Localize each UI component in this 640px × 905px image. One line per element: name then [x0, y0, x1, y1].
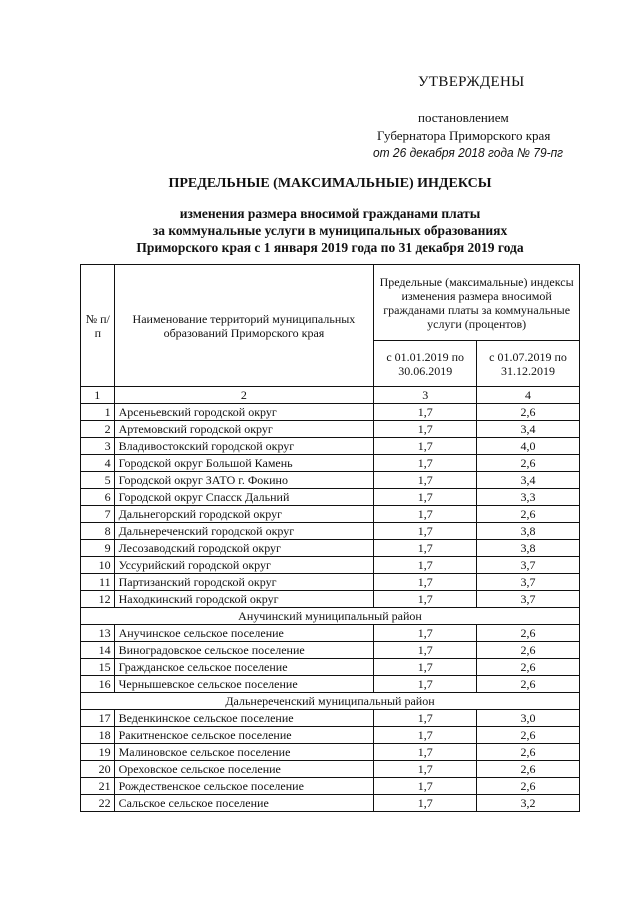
- row-index-h1: 1,7: [374, 438, 477, 455]
- table-row: [81, 591, 580, 608]
- row-number: 21: [81, 778, 115, 795]
- row-index-h2: 3,2: [477, 795, 580, 812]
- row-number: 13: [81, 625, 115, 642]
- row-number: 17: [81, 710, 115, 727]
- subtitle-line-3: Приморского края с 1 января 2019 года по 31 декабря 2019 года: [136, 240, 524, 255]
- row-index-h1: 1,7: [374, 455, 477, 472]
- row-number: 15: [81, 659, 115, 676]
- row-number: 18: [81, 727, 115, 744]
- table-row: [81, 404, 580, 421]
- row-index-h1: 1,7: [374, 574, 477, 591]
- table-row: [81, 761, 580, 778]
- row-name: Городской округ Большой Камень: [114, 455, 374, 472]
- row-index-h2: 3,3: [477, 489, 580, 506]
- row-name: Арсеньевский городской округ: [114, 404, 374, 421]
- row-index-h1: 1,7: [374, 659, 477, 676]
- row-name: Городской округ Спасск Дальний: [114, 489, 374, 506]
- row-index-h1: 1,7: [374, 642, 477, 659]
- section-row: [81, 693, 580, 710]
- row-name: Ореховское сельское поселение: [114, 761, 374, 778]
- row-index-h2: 2,6: [477, 676, 580, 693]
- row-index-h1: 1,7: [374, 744, 477, 761]
- col-number-2: 2: [114, 387, 374, 404]
- row-name: Лесозаводский городской округ: [114, 540, 374, 557]
- row-index-h2: 3,4: [477, 472, 580, 489]
- row-name: Гражданское сельское поселение: [114, 659, 374, 676]
- col-number-4: 4: [477, 387, 580, 404]
- row-index-h2: 3,0: [477, 710, 580, 727]
- row-number: 9: [81, 540, 115, 557]
- row-index-h2: 3,7: [477, 574, 580, 591]
- header-group: Предельные (максимальные) индексы изменения размера вносимой гражданами платы за коммунальные услуги (процентов): [374, 265, 580, 341]
- row-index-h1: 1,7: [374, 489, 477, 506]
- row-number: 14: [81, 642, 115, 659]
- table-row: [81, 642, 580, 659]
- row-name: Сальское сельское поселение: [114, 795, 374, 812]
- row-index-h2: 2,6: [477, 727, 580, 744]
- table-row: [81, 625, 580, 642]
- row-index-h1: 1,7: [374, 761, 477, 778]
- table-row: [81, 523, 580, 540]
- subtitle-line-1: изменения размера вносимой гражданами платы: [179, 206, 481, 221]
- row-index-h1: 1,7: [374, 710, 477, 727]
- row-index-h2: 2,6: [477, 455, 580, 472]
- header-period-2: с 01.07.2019 по 31.12.2019: [477, 341, 580, 387]
- section-title: Дальнереченский муниципальный район: [81, 693, 580, 710]
- row-index-h2: 2,6: [477, 625, 580, 642]
- row-name: Городской округ ЗАТО г. Фокино: [114, 472, 374, 489]
- row-number: 8: [81, 523, 115, 540]
- header-num: № п/п: [81, 265, 115, 387]
- row-name: Малиновское сельское поселение: [114, 744, 374, 761]
- decree-line-1: постановлением: [418, 110, 509, 125]
- row-name: Уссурийский городской округ: [114, 557, 374, 574]
- row-number: 5: [81, 472, 115, 489]
- table-row: [81, 795, 580, 812]
- row-number: 6: [81, 489, 115, 506]
- row-index-h1: 1,7: [374, 523, 477, 540]
- col-number-3: 3: [374, 387, 477, 404]
- row-name: Дальнереченский городской округ: [114, 523, 374, 540]
- row-number: 2: [81, 421, 115, 438]
- row-index-h1: 1,7: [374, 676, 477, 693]
- row-index-h1: 1,7: [374, 421, 477, 438]
- row-name: Владивостокский городской округ: [114, 438, 374, 455]
- row-index-h2: 2,6: [477, 778, 580, 795]
- table-row: [81, 676, 580, 693]
- row-index-h1: 1,7: [374, 625, 477, 642]
- row-index-h1: 1,7: [374, 795, 477, 812]
- table-row: [81, 540, 580, 557]
- table-row: [81, 455, 580, 472]
- row-index-h1: 1,7: [374, 472, 477, 489]
- table-row: [81, 472, 580, 489]
- table-row: [81, 727, 580, 744]
- section-title: Анучинский муниципальный район: [81, 608, 580, 625]
- row-name: Находкинский городской округ: [114, 591, 374, 608]
- row-index-h2: 2,6: [477, 642, 580, 659]
- row-index-h2: 3,8: [477, 523, 580, 540]
- row-index-h1: 1,7: [374, 506, 477, 523]
- header-period-1: с 01.01.2019 по 30.06.2019: [374, 341, 477, 387]
- col-number-1: 1: [81, 387, 115, 404]
- row-name: Партизанский городской округ: [114, 574, 374, 591]
- row-name: Веденкинское сельское поселение: [114, 710, 374, 727]
- row-name: Чернышевское сельское поселение: [114, 676, 374, 693]
- row-index-h1: 1,7: [374, 540, 477, 557]
- section-row: [81, 608, 580, 625]
- table-row: [81, 710, 580, 727]
- row-number: 22: [81, 795, 115, 812]
- row-number: 4: [81, 455, 115, 472]
- subtitle-line-2: за коммунальные услуги в муниципальных образованиях: [152, 223, 508, 238]
- row-index-h2: 4,0: [477, 438, 580, 455]
- approval-heading: УТВЕРЖДЕНЫ: [418, 74, 525, 90]
- row-index-h1: 1,7: [374, 404, 477, 421]
- row-index-h2: 2,6: [477, 506, 580, 523]
- row-number: 7: [81, 506, 115, 523]
- row-number: 12: [81, 591, 115, 608]
- row-number: 1: [81, 404, 115, 421]
- row-name: Дальнегорский городской округ: [114, 506, 374, 523]
- row-number: 3: [81, 438, 115, 455]
- row-index-h2: 2,6: [477, 404, 580, 421]
- row-index-h2: 3,7: [477, 557, 580, 574]
- row-index-h1: 1,7: [374, 557, 477, 574]
- document-title: ПРЕДЕЛЬНЫЕ (МАКСИМАЛЬНЫЕ) ИНДЕКСЫ: [168, 176, 492, 191]
- table-row: [81, 438, 580, 455]
- row-index-h2: 2,6: [477, 659, 580, 676]
- row-name: Артемовский городской округ: [114, 421, 374, 438]
- row-name: Анучинское сельское поселение: [114, 625, 374, 642]
- table-row: [81, 557, 580, 574]
- row-number: 19: [81, 744, 115, 761]
- table-row: [81, 574, 580, 591]
- row-index-h1: 1,7: [374, 778, 477, 795]
- header-name: Наименование территорий муниципальных образований Приморского края: [114, 265, 374, 387]
- row-index-h2: 3,8: [477, 540, 580, 557]
- row-name: Рождественское сельское поселение: [114, 778, 374, 795]
- row-index-h2: 3,7: [477, 591, 580, 608]
- table-row: [81, 778, 580, 795]
- row-name: Ракитненское сельское поселение: [114, 727, 374, 744]
- row-name: Виноградовское сельское поселение: [114, 642, 374, 659]
- row-number: 16: [81, 676, 115, 693]
- row-index-h2: 2,6: [477, 761, 580, 778]
- table-row: [81, 659, 580, 676]
- table-row: [81, 421, 580, 438]
- row-index-h2: 3,4: [477, 421, 580, 438]
- table-row: [81, 744, 580, 761]
- decree-line-2: Губернатора Приморского края: [377, 128, 551, 143]
- table-row: [81, 506, 580, 523]
- row-index-h2: 2,6: [477, 744, 580, 761]
- decree-date-stamp: от 26 декабря 2018 года № 79-пг: [373, 145, 564, 160]
- row-index-h1: 1,7: [374, 727, 477, 744]
- table-row: [81, 489, 580, 506]
- row-number: 20: [81, 761, 115, 778]
- row-number: 11: [81, 574, 115, 591]
- row-index-h1: 1,7: [374, 591, 477, 608]
- row-number: 10: [81, 557, 115, 574]
- table-body: [81, 404, 580, 812]
- indices-table: [80, 264, 580, 812]
